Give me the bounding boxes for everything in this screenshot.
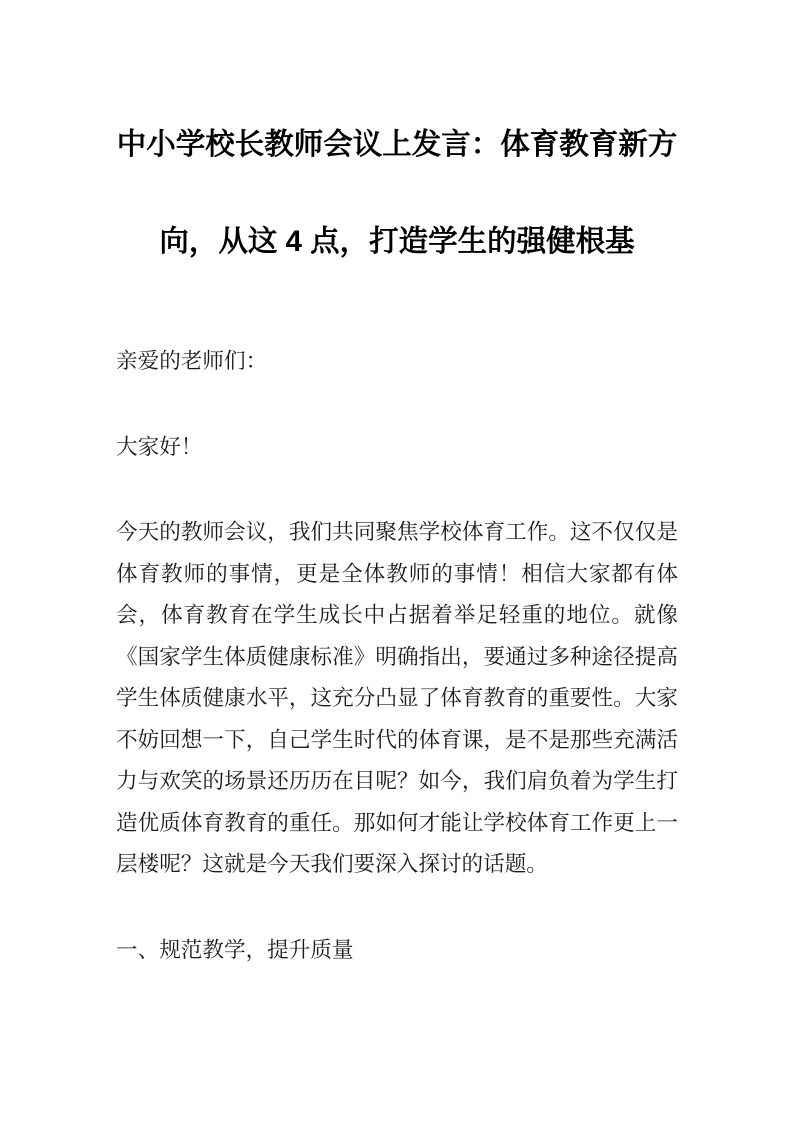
document-title: 中小学校长教师会议上发言：体育教育新方向，从这 4 点，打造学生的强健根基 bbox=[116, 128, 678, 258]
intro-paragraph: 今天的教师会议，我们共同聚焦学校体育工作。这不仅仅是体育教师的事情，更是全体教师的事情！相信大家都有体会，体育教育在学生成长中占据着举足轻重的地位。就像《国家学生体质健康标准》明确指出，要通过多种途径提高学生体质健康水平，这充分凸显了体育教育的重要性。大家不妨回想一下，自己学生时代的体育课，是不是那些充满活力与欢笑的场景还历历在目呢？如今，我们肩负着为学生打造优质体育教育的重任。那如何才能让学校体育工作更上一层楼呢？这就是今天我们要深入探讨的话题。 bbox=[116, 519, 678, 876]
greeting-paragraph: 大家好！ bbox=[116, 433, 203, 459]
section-1-heading: 一、规范教学，提升质量 bbox=[116, 936, 354, 962]
salutation-paragraph: 亲爱的老师们： bbox=[116, 348, 268, 373]
